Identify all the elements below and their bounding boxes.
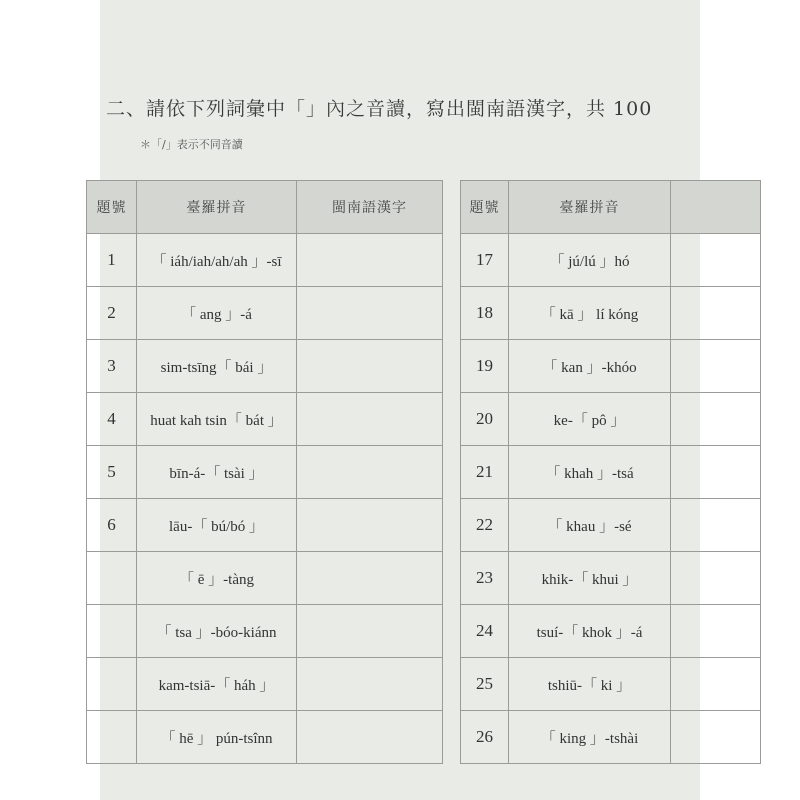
answer-cell[interactable] — [297, 446, 443, 499]
romanization-cell: 「 kā 」 lí kóng — [509, 287, 671, 340]
question-number: 23 — [461, 552, 509, 605]
question-number: 3 — [87, 340, 137, 393]
header-number: 題號 — [461, 181, 509, 234]
answer-cell[interactable] — [297, 287, 443, 340]
answer-cell[interactable] — [297, 605, 443, 658]
romanization-cell: huat kah tsin「 bát 」 — [137, 393, 297, 446]
question-number — [87, 711, 137, 764]
worksheet-page — [96, 0, 700, 800]
answer-cell[interactable] — [297, 658, 443, 711]
question-number: 2 — [87, 287, 137, 340]
romanization-cell: tsuí-「 khok 」-á — [509, 605, 671, 658]
question-number: 6 — [87, 499, 137, 552]
question-row — [87, 234, 443, 287]
question-number: 4 — [87, 393, 137, 446]
header-hanzi: 閩南語漢字 — [297, 181, 443, 234]
answer-cell[interactable] — [297, 340, 443, 393]
header-romanization: 臺羅拼音 — [137, 181, 297, 234]
question-row — [87, 287, 443, 340]
romanization-cell: ke-「 pô 」 — [509, 393, 671, 446]
answer-cell[interactable] — [671, 605, 761, 658]
answer-cell[interactable] — [297, 711, 443, 764]
question-row — [87, 393, 443, 446]
answer-cell[interactable] — [671, 446, 761, 499]
answer-cell[interactable] — [671, 393, 761, 446]
question-row — [461, 287, 761, 340]
question-number: 17 — [461, 234, 509, 287]
romanization-cell: 「 iáh/iah/ah/ah 」-sī — [137, 234, 297, 287]
answer-cell[interactable] — [297, 499, 443, 552]
answer-cell[interactable] — [671, 287, 761, 340]
question-number: 19 — [461, 340, 509, 393]
header-romanization: 臺羅拼音 — [509, 181, 671, 234]
question-number: 18 — [461, 287, 509, 340]
question-row — [87, 499, 443, 552]
section-title: 二、請依下列詞彙中「」內之音讀，寫出閩南語漢字，共 100 — [106, 98, 653, 120]
question-row — [461, 234, 761, 287]
left-question-table — [86, 180, 443, 764]
question-row — [461, 605, 761, 658]
question-number: 24 — [461, 605, 509, 658]
right-question-table — [460, 180, 761, 764]
question-number: 25 — [461, 658, 509, 711]
answer-cell[interactable] — [671, 499, 761, 552]
question-row — [87, 605, 443, 658]
answer-cell[interactable] — [297, 234, 443, 287]
question-number: 21 — [461, 446, 509, 499]
answer-cell[interactable] — [671, 658, 761, 711]
question-row — [87, 446, 443, 499]
question-number: 1 — [87, 234, 137, 287]
romanization-cell: 「 khah 」-tsá — [509, 446, 671, 499]
answer-cell[interactable] — [671, 234, 761, 287]
answer-cell[interactable] — [297, 393, 443, 446]
question-number: 22 — [461, 499, 509, 552]
question-number — [87, 552, 137, 605]
instruction-note: ＊「/」表示不同音讀 — [140, 138, 243, 151]
question-row — [87, 340, 443, 393]
romanization-cell: kam-tsiā-「 háh 」 — [137, 658, 297, 711]
question-row — [87, 711, 443, 764]
romanization-cell: 「 khau 」-sé — [509, 499, 671, 552]
question-row — [461, 393, 761, 446]
romanization-cell: 「 tsa 」-bóo-kiánn — [137, 605, 297, 658]
question-row — [461, 499, 761, 552]
answer-cell[interactable] — [671, 340, 761, 393]
question-row — [461, 711, 761, 764]
romanization-cell: 「 ang 」-á — [137, 287, 297, 340]
question-row — [461, 552, 761, 605]
answer-cell[interactable] — [297, 552, 443, 605]
romanization-cell: bīn-á-「 tsài 」 — [137, 446, 297, 499]
question-row — [461, 446, 761, 499]
question-row — [87, 552, 443, 605]
header-hanzi — [671, 181, 761, 234]
romanization-cell: tshiū-「 ki 」 — [509, 658, 671, 711]
romanization-cell: 「 kan 」-khóo — [509, 340, 671, 393]
romanization-cell: khik-「 khui 」 — [509, 552, 671, 605]
question-number — [87, 605, 137, 658]
question-row — [461, 340, 761, 393]
romanization-cell: sim-tsīng「 bái 」 — [137, 340, 297, 393]
romanization-cell: 「 jú/lú 」hó — [509, 234, 671, 287]
romanization-cell: lāu-「 bú/bó 」 — [137, 499, 297, 552]
romanization-cell: 「 ē 」-tàng — [137, 552, 297, 605]
question-number: 5 — [87, 446, 137, 499]
question-number — [87, 658, 137, 711]
answer-cell[interactable] — [671, 552, 761, 605]
answer-cell[interactable] — [671, 711, 761, 764]
header-number: 題號 — [87, 181, 137, 234]
romanization-cell: 「 king 」-tshài — [509, 711, 671, 764]
question-number: 20 — [461, 393, 509, 446]
question-row — [461, 658, 761, 711]
question-number: 26 — [461, 711, 509, 764]
question-row — [87, 658, 443, 711]
romanization-cell: 「 hē 」 pún-tsînn — [137, 711, 297, 764]
